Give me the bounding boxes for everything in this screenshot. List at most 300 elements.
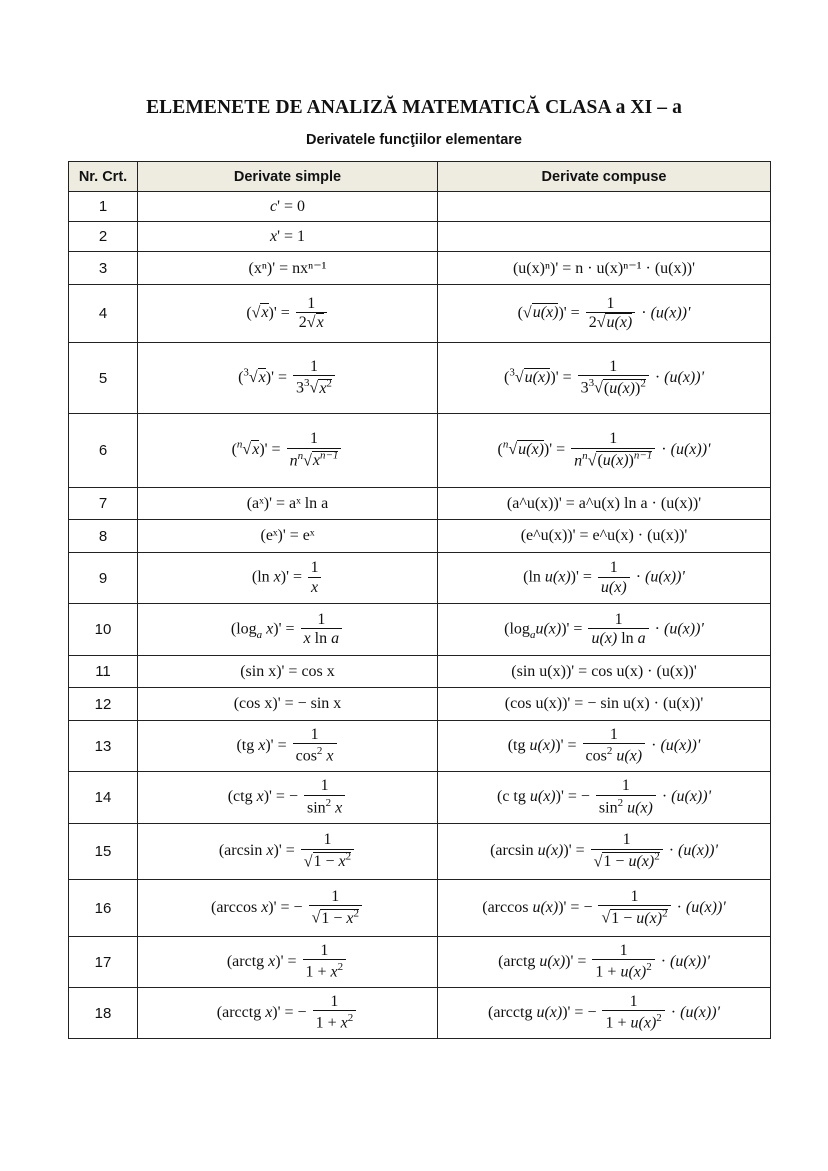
- numerator: 1: [621, 777, 630, 795]
- table-row: [69, 688, 771, 721]
- simple-derivative: (aˣ)' = aˣ ln a: [138, 488, 438, 520]
- math: u(x): [609, 379, 635, 397]
- math: (u(x))': [685, 898, 726, 916]
- fraction: [591, 831, 663, 871]
- compound-derivative: (cos u(x))' = − sin u(x) · (u(x))': [438, 688, 771, 721]
- table-row: [69, 252, 771, 285]
- numerator: 1: [307, 294, 316, 312]
- math: x: [265, 1003, 273, 1021]
- math: x: [266, 620, 274, 638]
- table-row: [69, 604, 771, 656]
- math: ·: [657, 441, 671, 459]
- math: n−1: [633, 449, 653, 462]
- math: ln: [528, 568, 541, 586]
- row-number: 13: [69, 721, 138, 772]
- math: x: [269, 227, 278, 245]
- math: =: [570, 1003, 588, 1021]
- math: x: [316, 314, 324, 332]
- page-subtitle: Derivatele funcţiilor elementare: [306, 132, 522, 148]
- row-number: 12: [69, 688, 138, 721]
- math: u(x): [602, 452, 629, 470]
- math: ': [277, 227, 280, 245]
- math: 3: [296, 379, 305, 397]
- math: ·: [672, 898, 686, 916]
- compound-derivative: [438, 222, 771, 252]
- sqrt-symbol: √: [522, 304, 532, 322]
- sqrt-symbol: √: [508, 441, 518, 459]
- math: =: [280, 1003, 298, 1021]
- math: ': [280, 952, 284, 970]
- math: cos: [585, 747, 607, 765]
- math: ln: [314, 630, 328, 648]
- math: =: [558, 368, 576, 386]
- math: =: [552, 441, 570, 459]
- math: ': [567, 1003, 571, 1021]
- fraction: [301, 831, 354, 871]
- sqrt-symbol: √: [309, 379, 319, 397]
- row-number: 9: [69, 553, 138, 604]
- table-row: [69, 222, 771, 252]
- compound-derivative: (sin u(x))' = cos u(x) · (u(x))': [438, 656, 771, 688]
- math: x: [319, 379, 327, 397]
- math: 2: [337, 961, 344, 974]
- denominator: [309, 905, 362, 928]
- denominator: [591, 849, 663, 872]
- math: =: [271, 788, 289, 806]
- simple-derivative: (sin x)' = cos x: [138, 656, 438, 688]
- math: x: [303, 630, 311, 648]
- math: ': [570, 952, 574, 970]
- simple-derivative: [138, 192, 438, 222]
- math: u(x): [532, 304, 559, 322]
- row-number: 15: [69, 824, 138, 880]
- sqrt-symbol: √: [306, 314, 316, 332]
- denominator: [583, 743, 646, 766]
- math: ': [278, 620, 282, 638]
- numerator: 1: [622, 831, 631, 849]
- math: x: [258, 368, 266, 386]
- sqrt-symbol: √: [596, 314, 606, 332]
- fraction: [304, 777, 345, 817]
- table-row: [69, 937, 771, 988]
- sqrt-symbol: √: [303, 452, 312, 470]
- math: ·: [664, 842, 679, 860]
- denominator: [313, 1010, 357, 1033]
- numerator: 1: [310, 559, 319, 576]
- math: u(x): [627, 799, 653, 817]
- math: arccos: [216, 898, 258, 916]
- simple-derivative: ($^n$√x)' = $\frac{1}{n^n√x^{n-1}}$: [138, 414, 438, 488]
- table-row: [69, 553, 771, 604]
- math: 2: [347, 1012, 354, 1025]
- row-number: 6: [69, 414, 138, 488]
- math: =: [279, 197, 298, 215]
- denominator: [296, 312, 327, 332]
- simple-derivative: (arcctg x)' = − $\frac{1}{1 + x^2}$: [138, 988, 438, 1039]
- header-simple: Derivate simple: [138, 162, 438, 192]
- row-number: 4: [69, 285, 138, 343]
- math: ': [549, 441, 553, 459]
- math: =: [288, 568, 307, 586]
- math: u(x): [591, 630, 618, 648]
- math: −: [587, 1003, 601, 1021]
- math: arcctg: [222, 1003, 262, 1021]
- math: 1 +: [305, 963, 331, 981]
- table-row: [69, 880, 771, 937]
- fraction: [578, 358, 649, 398]
- math: (u(x))': [678, 842, 718, 860]
- sqrt-symbol: √: [251, 304, 261, 322]
- math: ·: [631, 568, 646, 586]
- math: (u(x))': [670, 441, 711, 459]
- math: u(x): [532, 898, 559, 916]
- math: 2: [588, 314, 597, 332]
- table-row: [69, 721, 771, 772]
- math: (u(x))': [670, 952, 710, 970]
- simple-derivative: (xⁿ)' = nxⁿ⁻¹: [138, 252, 438, 285]
- fraction: [293, 726, 337, 766]
- table-row: [69, 343, 771, 414]
- math: tg: [513, 736, 526, 754]
- math: =: [274, 368, 292, 386]
- denominator: $n^n√(u(x))^{n-1}$: [571, 448, 655, 471]
- compound-derivative: (arccos u(x))' = − $\frac{1}{√1 - u(x)^2}$ · (u(x))': [438, 880, 771, 937]
- math: ': [270, 736, 274, 754]
- math: u(x): [537, 842, 564, 860]
- fraction: [301, 611, 343, 649]
- row-number: 8: [69, 520, 138, 553]
- math: 3: [580, 379, 589, 397]
- numerator: 1: [609, 725, 618, 743]
- denominator: [596, 795, 656, 818]
- math: 2: [298, 314, 307, 332]
- simple-derivative: ($\log_a$ x)' = $\frac{1}{\text{x ln a}}$: [138, 604, 438, 656]
- numerator: 1: [331, 887, 340, 905]
- sqrt-symbol: √: [242, 441, 252, 459]
- fraction: [309, 888, 362, 928]
- math: ': [568, 842, 572, 860]
- math: u(x): [529, 736, 556, 754]
- math: 2: [646, 961, 652, 974]
- math: x: [330, 963, 338, 981]
- math: =: [276, 304, 294, 322]
- denominator: [303, 959, 347, 982]
- math: 2: [640, 377, 646, 390]
- math: ': [277, 197, 280, 215]
- math: −: [293, 898, 307, 916]
- math: ': [278, 842, 282, 860]
- numerator: 1: [309, 357, 318, 375]
- math: ': [277, 1003, 281, 1021]
- math: (u(x))': [650, 304, 691, 322]
- row-number: 10: [69, 604, 138, 656]
- math: =: [273, 736, 291, 754]
- math: ·: [656, 952, 671, 970]
- denominator: [592, 959, 654, 982]
- row-number: 7: [69, 488, 138, 520]
- compound-derivative: (arcsin u(x))' = $\frac{1}{√1 - u(x)^2}$ · (u(x))': [438, 824, 771, 880]
- math: ': [555, 368, 559, 386]
- math: 2: [326, 377, 332, 390]
- denominator: x: [308, 577, 321, 597]
- numerator: 1: [309, 430, 318, 448]
- math: 2: [617, 796, 624, 809]
- math: ': [563, 304, 567, 322]
- row-number: 3: [69, 252, 138, 285]
- math: ·: [650, 620, 664, 638]
- compound-derivative: (u(x)ⁿ)' = n · u(x)ⁿ⁻¹ · (u(x))': [438, 252, 771, 285]
- derivatives-table: [68, 161, 771, 1039]
- sqrt-symbol: √: [311, 909, 321, 927]
- math: =: [566, 304, 584, 322]
- root-index: 3: [588, 377, 595, 390]
- denominator: [304, 795, 345, 818]
- root-index: 3: [243, 366, 249, 379]
- table-row: [69, 488, 771, 520]
- table-row: [69, 656, 771, 688]
- numerator: 1: [629, 992, 638, 1010]
- row-number: 5: [69, 343, 138, 414]
- math: arcsin: [224, 842, 263, 860]
- math: 2: [656, 1012, 662, 1025]
- math: x: [273, 568, 281, 586]
- math: ': [566, 620, 570, 638]
- numerator: 1: [606, 294, 615, 312]
- compound-derivative: (√u(x))' = $\frac{1}{2√u(x)}$ · (u(x))': [438, 285, 771, 343]
- math: ln: [257, 568, 270, 586]
- math: (u(x))': [645, 568, 685, 586]
- fraction: [571, 430, 655, 470]
- sqrt-symbol: √: [593, 853, 603, 871]
- fraction: [296, 295, 327, 333]
- compound-derivative: [438, 192, 771, 222]
- math: ·: [666, 1003, 681, 1021]
- math: n: [289, 452, 298, 470]
- denominator: u(x): [598, 577, 630, 597]
- math: u(x): [636, 909, 663, 927]
- math: ': [273, 304, 277, 322]
- math: =: [569, 620, 587, 638]
- math: ': [560, 736, 564, 754]
- math: x: [258, 736, 266, 754]
- math: (u(x))': [664, 620, 704, 638]
- math: ·: [647, 736, 661, 754]
- math: n−1: [319, 449, 339, 462]
- sqrt-symbol: √: [514, 368, 524, 386]
- denominator: $3^3√(u(x))^2$: [578, 375, 649, 398]
- denominator: [588, 628, 648, 648]
- root-index: 3: [304, 377, 310, 390]
- math: −: [583, 898, 597, 916]
- compound-derivative: (tg u(x))' = $\frac{1}{\cos^2 u(x)}$ · (u(x))': [438, 721, 771, 772]
- numerator: 1: [320, 777, 329, 795]
- row-number: 18: [69, 988, 138, 1039]
- math: a: [637, 630, 646, 648]
- numerator: 1: [317, 610, 326, 628]
- denominator: [293, 743, 337, 766]
- math: 1 −: [603, 853, 629, 871]
- root-index: 3: [509, 366, 515, 379]
- math: 2: [325, 796, 332, 809]
- fraction: [592, 942, 654, 982]
- simple-derivative: (arctg x)' = $\frac{1}{1 + x^2}$: [138, 937, 438, 988]
- root-index: n: [582, 449, 588, 462]
- math: (u(x))': [664, 368, 704, 386]
- compound-derivative: (ln u(x))' = $\frac{1}{u(x)}$ · (u(x))': [438, 553, 771, 604]
- math: x: [256, 788, 264, 806]
- math: u(x): [539, 952, 566, 970]
- math: (u(x))': [671, 788, 712, 806]
- table-row: [69, 192, 771, 222]
- denominator: [287, 448, 342, 471]
- fraction: [303, 942, 347, 982]
- math: =: [267, 441, 285, 459]
- fraction: [293, 358, 335, 398]
- root-index: n: [236, 438, 243, 451]
- math: x: [261, 304, 269, 322]
- math: =: [283, 952, 301, 970]
- math: =: [566, 898, 584, 916]
- math: =: [571, 842, 589, 860]
- row-number: 11: [69, 656, 138, 688]
- math: arcsin: [495, 842, 534, 860]
- math: x: [340, 1014, 348, 1032]
- fraction: [583, 726, 646, 766]
- math: tg: [241, 736, 255, 754]
- root-index: n: [502, 438, 509, 451]
- math: 1 −: [321, 909, 347, 927]
- math: ': [576, 568, 579, 586]
- math: =: [573, 952, 591, 970]
- math: ·: [657, 788, 672, 806]
- denominator: [586, 312, 636, 332]
- row-number: 16: [69, 880, 138, 937]
- math: u(x): [606, 314, 633, 332]
- row-number: 14: [69, 772, 138, 824]
- numerator: 1: [619, 941, 628, 959]
- math: 1 −: [611, 909, 637, 927]
- compound-derivative: (arctg u(x))' = $\frac{1}{1 + u(x)^2}$ · (u(x))': [438, 937, 771, 988]
- math: =: [578, 568, 596, 586]
- math: −: [580, 788, 594, 806]
- math: arcctg: [493, 1003, 533, 1021]
- math: 2: [662, 907, 668, 920]
- denominator: [301, 628, 343, 648]
- numerator: 1: [614, 610, 623, 628]
- math: ': [269, 788, 272, 806]
- numerator: 1: [320, 941, 329, 959]
- numerator: 1: [310, 725, 319, 743]
- table-header-row: [69, 162, 771, 192]
- fraction: [586, 295, 636, 333]
- math: sin: [598, 799, 618, 817]
- math: =: [279, 227, 298, 245]
- math: a: [529, 628, 536, 641]
- numerator: 1: [609, 357, 618, 375]
- math: 2: [654, 850, 660, 863]
- denominator: [293, 375, 335, 398]
- fraction: [313, 993, 357, 1033]
- math: ': [286, 568, 289, 586]
- table-row: [69, 285, 771, 343]
- math: x: [252, 441, 260, 459]
- fraction: [602, 993, 664, 1033]
- numerator: 1: [630, 887, 639, 905]
- compound-derivative: ($^n$√u(x))' = $\frac{1}{n^n√(u(x))^{n-1}}$ · (u(x))': [438, 414, 771, 488]
- math: sin: [306, 799, 326, 817]
- compound-derivative: (a^u(x))' = a^u(x) ln a · (u(x))': [438, 488, 771, 520]
- row-number: 1: [69, 192, 138, 222]
- fraction: [308, 559, 321, 597]
- math: x: [268, 952, 276, 970]
- sqrt-symbol: √: [594, 379, 603, 397]
- math: arctg: [503, 952, 536, 970]
- math: ·: [650, 368, 665, 386]
- numerator: 1: [323, 831, 332, 849]
- math: ln: [621, 630, 634, 648]
- math: arccos: [487, 898, 529, 916]
- numerator: 1: [330, 992, 339, 1010]
- fraction: [287, 430, 342, 470]
- math: u(x): [544, 568, 571, 586]
- math: ': [271, 368, 274, 386]
- math: 1: [297, 227, 306, 245]
- denominator: [598, 905, 670, 928]
- math: =: [281, 842, 299, 860]
- sqrt-symbol: √: [601, 909, 611, 927]
- row-number: 17: [69, 937, 138, 988]
- table-row: [69, 824, 771, 880]
- math: 2: [316, 745, 323, 758]
- sqrt-symbol: √: [587, 452, 597, 470]
- math: u(x): [529, 788, 556, 806]
- header-nr: Nr. Crt.: [69, 162, 138, 192]
- simple-derivative: (cos x)' = − sin x: [138, 688, 438, 721]
- math: arctg: [232, 952, 265, 970]
- compound-derivative: (c tg u(x))' = − $\frac{1}{\sin^2 u(x)}$ · (u(x))': [438, 772, 771, 824]
- math: a: [256, 628, 263, 641]
- math: u(x): [524, 368, 551, 386]
- math: x: [338, 853, 346, 871]
- math: n: [574, 452, 583, 470]
- simple-derivative: (ln x)' = $\frac{1}{x}$: [138, 553, 438, 604]
- simple-derivative: (arccos x)' = − $\frac{1}{√1 - x^2}$: [138, 880, 438, 937]
- math: 0: [297, 197, 306, 215]
- math: 2: [353, 907, 359, 920]
- sqrt-symbol: √: [303, 853, 313, 871]
- math: −: [288, 788, 302, 806]
- simple-derivative: (arcsin x)' = $\frac{1}{√1 - x^2}$: [138, 824, 438, 880]
- table-row: [69, 772, 771, 824]
- simple-derivative: [138, 222, 438, 252]
- math: x: [266, 842, 274, 860]
- math: log: [236, 620, 257, 638]
- root-index: n: [297, 449, 304, 462]
- table-row: [69, 414, 771, 488]
- math: ': [563, 898, 567, 916]
- math: u(x): [630, 1014, 657, 1032]
- math: 1 −: [313, 853, 339, 871]
- math: (u(x))': [680, 1003, 720, 1021]
- math: ctg: [233, 788, 253, 806]
- math: c tg: [502, 788, 526, 806]
- math: x: [346, 909, 354, 927]
- compound-derivative: (arcctg u(x))' = − $\frac{1}{1 + u(x)^2}$ · (u(x))': [438, 988, 771, 1039]
- math: a: [331, 630, 340, 648]
- row-number: 2: [69, 222, 138, 252]
- header-compound: Derivate compuse: [438, 162, 771, 192]
- simple-derivative: (eˣ)' = eˣ: [138, 520, 438, 553]
